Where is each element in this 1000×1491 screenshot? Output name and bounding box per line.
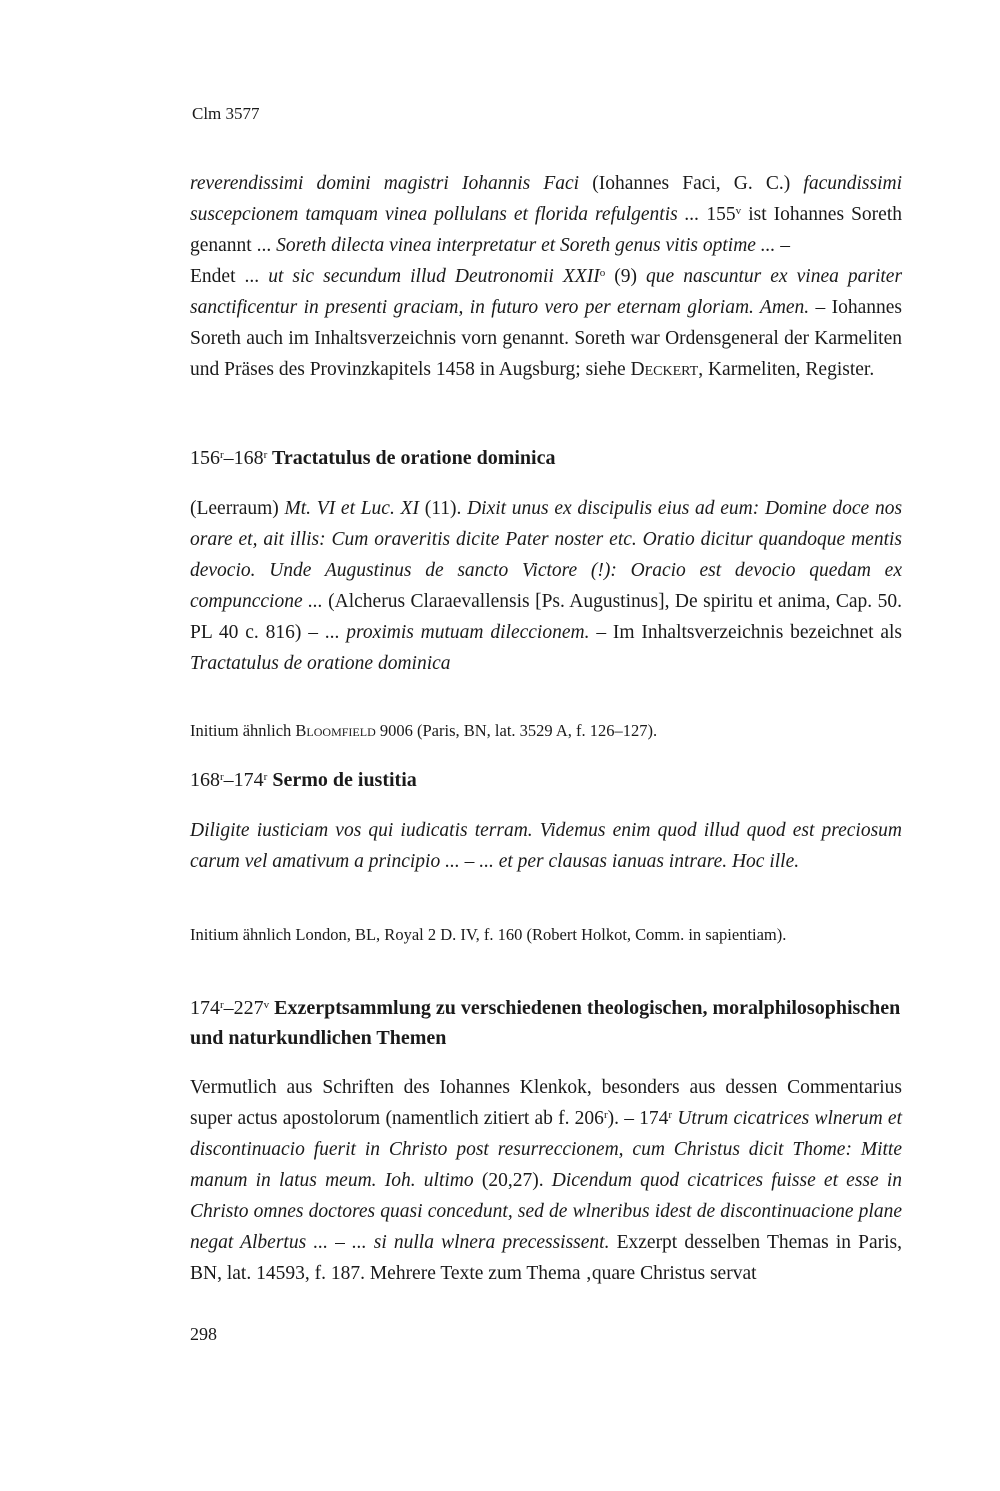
german-text: Endet ... — [190, 266, 260, 287]
german-text: , Karmeliten, Register. — [698, 359, 875, 380]
verse-ref: (20,27). — [481, 1170, 544, 1191]
german-text: Exzerpt desselben Themas in Paris, BN, lat. 14593, f. 187. Mehrere Texte zum Thema ‚quare Christus servat — [190, 1232, 902, 1284]
german-text: ). – 174 — [607, 1108, 669, 1129]
author-name: Deckert — [630, 359, 699, 380]
section-title: Exzerptsammlung zu verschiedenen theologischen, moralphilosophischen und naturkundlichen Themen — [190, 997, 901, 1049]
latin-quote: reverendissimi domini magistri Iohannis Faci — [190, 173, 580, 194]
latin-quote: Diligite iusticiam vos qui iudicatis terram. Videmus enim quod illud quod est preciosum carum vel amativum a principio ... – ... et per clausas ianuas intrare. Hoc ille. — [190, 820, 902, 872]
folio-side: v — [735, 205, 742, 217]
section-heading-1 — [190, 443, 902, 473]
latin-quote: Dicendum quod cicatrices fuisse et esse in Christo omnes doctores quasi concedunt, sed de wlneribus idest de discontinuacione plane negat Albertus ... – ... si nulla wlnera precessissent. — [190, 1170, 903, 1253]
section-heading-3 — [190, 993, 902, 1053]
page-number: 298 — [190, 1324, 217, 1344]
folio-side: r — [668, 1109, 673, 1121]
latin-quote: ut sic secundum illud Deutronomii XXII — [268, 266, 600, 287]
section-1-body — [190, 493, 902, 679]
continuation-paragraph — [190, 168, 902, 385]
section-2-note: Initium ähnlich London, BL, Royal 2 D. IV, f. 160 (Robert Holkot, Comm. in sapientiam). — [190, 925, 787, 944]
section-3-body — [190, 1072, 902, 1289]
source-ref: (Alcherus Claraevallensis [Ps. Augustinus], De spiritu et anima, Cap. 50. PL 40 c. 816) – ... — [190, 591, 902, 643]
german-text: ist Iohannes Soreth genannt ... — [190, 204, 902, 256]
folio-range: 156$^r$–168$^r$ — [190, 447, 268, 469]
folio-range: 168$^r$–174$^r$ — [190, 769, 268, 791]
folio-ref: 155 — [706, 204, 736, 225]
section-title: Sermo de iustitia — [272, 769, 417, 791]
latin-title: Tractatulus de oratione dominica — [190, 653, 451, 674]
author-name: Bloomfield — [295, 721, 376, 740]
german-text: Vermutlich aus Schriften des Iohannes Klenkok, besonders aus dessen Commentarius super actus apostolorum (namentlich zitiert ab f. 206 — [190, 1077, 902, 1129]
latin-quote: proximis mutuam dileccionem. — [346, 622, 590, 643]
german-text: – Iohannes Soreth auch im Inhaltsverzeichnis vorn genannt. Soreth war Ordensgeneral der Karmeliten und Präses des Provinzkapitels 1458 in Augsburg; siehe — [190, 297, 903, 380]
section-heading-2 — [190, 765, 902, 795]
german-text: (Leerraum) — [190, 498, 279, 519]
latin-quote: Dixit unus ex discipulis eius ad eum: Domine doce nos orare et, ait illis: Cum oraveritis dicite Pater noster etc. Oratio dicitur quandoque mentis devocio. Unde Augustinus de sancto Victore (!): Oracio est devocio quedam ex compunccione ... — [190, 498, 903, 612]
folio-side: r — [603, 1109, 608, 1121]
running-header: Clm 3577 — [192, 104, 260, 123]
ordinal-mark: o — [599, 267, 606, 279]
latin-quote: que nascuntur ex vinea pariter sanctificentur in presenti graciam, in futuro vero per eternam gloriam. Amen. — [190, 266, 903, 318]
latin-quote: facundissimi suscepcionem tamquam vinea pollulans et florida refulgentis ... — [190, 173, 903, 225]
section-2-body — [190, 815, 902, 877]
editor-note: (Iohannes Faci, G. C.) — [592, 173, 791, 194]
german-text: – Im Inhaltsverzeichnis bezeichnet als — [596, 622, 903, 643]
bible-ref: Mt. VI et Luc. XI — [284, 498, 419, 519]
latin-quote: Soreth dilecta vinea interpretatur et Soreth genus vitis optime ... – — [276, 235, 791, 256]
verse-ref: (9) — [614, 266, 637, 287]
section-1-note: Initium ähnlich Bloomfield 9006 (Paris, BN, lat. 3529 A, f. 126–127). — [190, 721, 658, 740]
folio-range: 174$^r$–227$^v$ — [190, 997, 270, 1019]
section-title: Tractatulus de oratione dominica — [271, 447, 556, 469]
verse-ref: (11). — [424, 498, 462, 519]
latin-quote: Utrum cicatrices wlnerum et discontinuacio fuerit in Christo post resurreccionem, cum Christus dicit Thome: Mitte manum in latus meum. Ioh. ultimo — [190, 1108, 903, 1191]
